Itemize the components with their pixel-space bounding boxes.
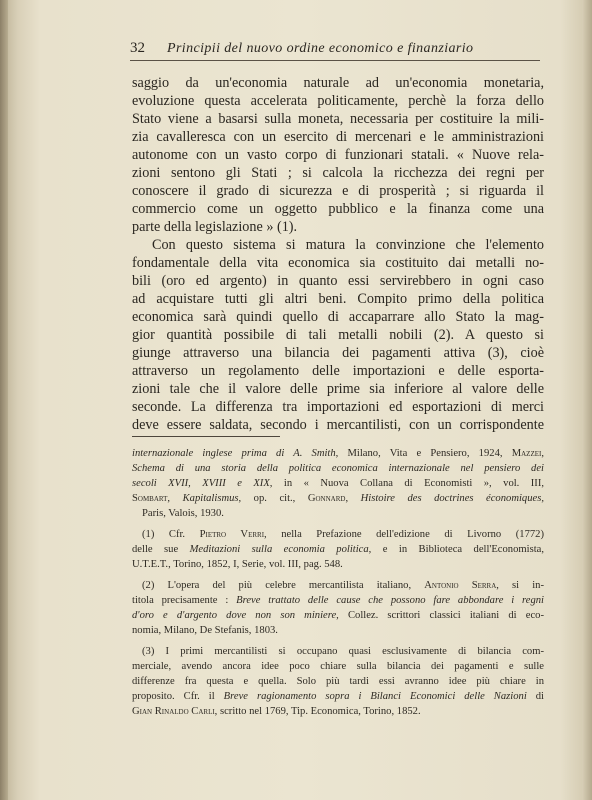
footnote-line (132, 476, 544, 491)
text-line: Con questo sistema si matura la convinzione che l'elemento (152, 237, 544, 253)
text-line: giunge attraverso una bilancia dei pagamenti attiva (3), cioè (132, 345, 544, 361)
footnote-line (132, 491, 544, 506)
footnote-text (348, 493, 361, 504)
footnote-text: proposito. Cfr. il (132, 691, 224, 702)
footnote-text: scritto nel 1769, Tip. Economica, Torino, 1852. (217, 706, 421, 717)
footnote-author: Gonnard, (307, 493, 349, 504)
text-line: autonome con un vasto corpo di funzionari statali. « Nuove rela- (132, 147, 544, 163)
footnote-3-line: merciale, avendo ancora idee poco chiare sulla bilancia dei pagamenti e sulle (132, 661, 544, 672)
text-line: seconde. La differenza tra importazioni ed esportazioni di merci (132, 399, 544, 415)
footnotes (132, 446, 544, 719)
text-line: deve essere saldata, secondo i mercantilisti, con un corrispondente (132, 417, 544, 433)
footnote-text: Milano, Vita e Pensiero, 1924, (338, 448, 512, 459)
footnote-text: op. cit., (241, 493, 308, 504)
footnote-3-line: (3) I primi mercantilisti si occupano quasi esclusivamente di bilancia com- (142, 646, 544, 657)
text-line: Stato viene a basarsi sulla moneta, necessaria per costituire la mili- (132, 111, 544, 127)
running-header (130, 40, 540, 61)
footnote-line: Paris, Valois, 1930. (142, 508, 224, 519)
footnote-2-line: nomia, Milano, De Stefanis, 1803. (132, 625, 278, 636)
footnote-title-text: d'oro e d'argento dove non son miniere, (132, 610, 339, 621)
text-line: commercio come un oggetto pubblico e la finanza come una (132, 201, 544, 217)
footnote-title-text: internazionale inglese prima di A. Smith, (132, 448, 339, 459)
footnote-2-line (132, 578, 544, 593)
footnote-author: Pietro Verri, (199, 529, 267, 540)
footnote-1-line: U.T.E.T., Torino, 1852, I, Serie, vol. III, pag. 548. (132, 559, 343, 570)
footnote-author: Sombart, (132, 493, 171, 504)
footnote-text: nella Prefazione dell'edizione di Livorno (1772) (266, 529, 544, 540)
footnote-3-line: differenze fra questa e quella. Solo più tardi essi avranno idee più chiare in (132, 676, 544, 687)
footnote-text: di (526, 691, 544, 702)
page-number: 32 (130, 40, 145, 56)
footnote-title-text: Meditazioni sulla economia politica, (189, 544, 372, 555)
footnote-2-line (132, 593, 544, 608)
text-line: parte della legislazione » (1). (132, 219, 298, 235)
footnote-title-text: Breve ragionamento sopra i Bilanci Economici delle Nazioni (223, 691, 527, 702)
footnote-line: Schema di una storia della politica economica internazionale nel pensiero dei (132, 463, 544, 474)
footnote-text: (2) L'opera del più celebre mercantilista italiano, (142, 580, 425, 591)
footnote-text: titola precisamente : (132, 595, 237, 606)
footnote-3-line (132, 704, 544, 719)
text-line: zioni sentono gli Stati ; si calcola la ricchezza dei regni per (132, 165, 544, 181)
text-line: fondamentale della vita economica sia costituito dai metalli no- (132, 255, 544, 271)
footnote-title-text: Histoire des doctrines économiques, (360, 493, 544, 504)
page-left-edge (0, 0, 8, 800)
footnote-2-line (132, 608, 544, 623)
text-line: conoscere il grado di sicurezza e di prosperità ; si riguarda il (132, 183, 544, 199)
text-line: saggio da un'economia naturale ad un'economia monetaria, (132, 75, 544, 91)
text-line: gior quantità possibile di tali metalli nobili (2). A questo si (132, 327, 544, 343)
footnote-text: in « Nuova Collana di Economisti », vol. III, (272, 478, 545, 489)
footnote-author: Antonio Serra, (424, 580, 499, 591)
text-line: economica sarà quindi quello di accaparrare allo Stato la mag- (132, 309, 544, 325)
footnote-author: Mazzei, (511, 448, 544, 459)
text-line: ad acquistare tutti gli altri beni. Compito primo della politica (132, 291, 544, 307)
footnote-line (132, 446, 544, 461)
footnote-text (170, 493, 183, 504)
footnote-title-text: Breve trattato delle cause che possono fare abbondare i regni (236, 595, 544, 606)
main-text (132, 74, 544, 434)
running-title: Principii del nuovo ordine economico e finanziario (167, 41, 474, 56)
footnote-1-line (132, 527, 544, 542)
footnote-text: si in- (498, 580, 544, 591)
text-line: zioni tale che il valore delle prime sia inferiore al valore delle (132, 381, 544, 397)
footnote-author: Gian Rinaldo Carli, (132, 706, 218, 717)
footnote-1-line (132, 542, 544, 557)
footnote-text: e in Biblioteca dell'Economista, (371, 544, 544, 555)
page-right-edge (582, 0, 592, 800)
text-line: attraverso un regolamento delle importazioni e delle esporta- (132, 363, 544, 379)
footnote-separator (132, 436, 280, 437)
footnote-3-line (132, 689, 544, 704)
text-line: evoluzione questa accelerata politicamente, perchè la forza dello (132, 93, 544, 109)
footnote-title-text: secoli XVII, XVIII e XIX, (132, 478, 273, 489)
footnote-title-text: Kapitalismus, (182, 493, 242, 504)
footnote-text: delle sue (132, 544, 190, 555)
text-line: bili (oro ed argento) in quanto essi servirebbero in ogni caso (132, 273, 544, 289)
footnote-text: Collez. scrittori classici italiani di eco- (338, 610, 544, 621)
footnote-text: (1) Cfr. (142, 529, 200, 540)
text-line: zia cavalleresca con un esercito di mercenari e le amministrazioni (132, 129, 544, 145)
